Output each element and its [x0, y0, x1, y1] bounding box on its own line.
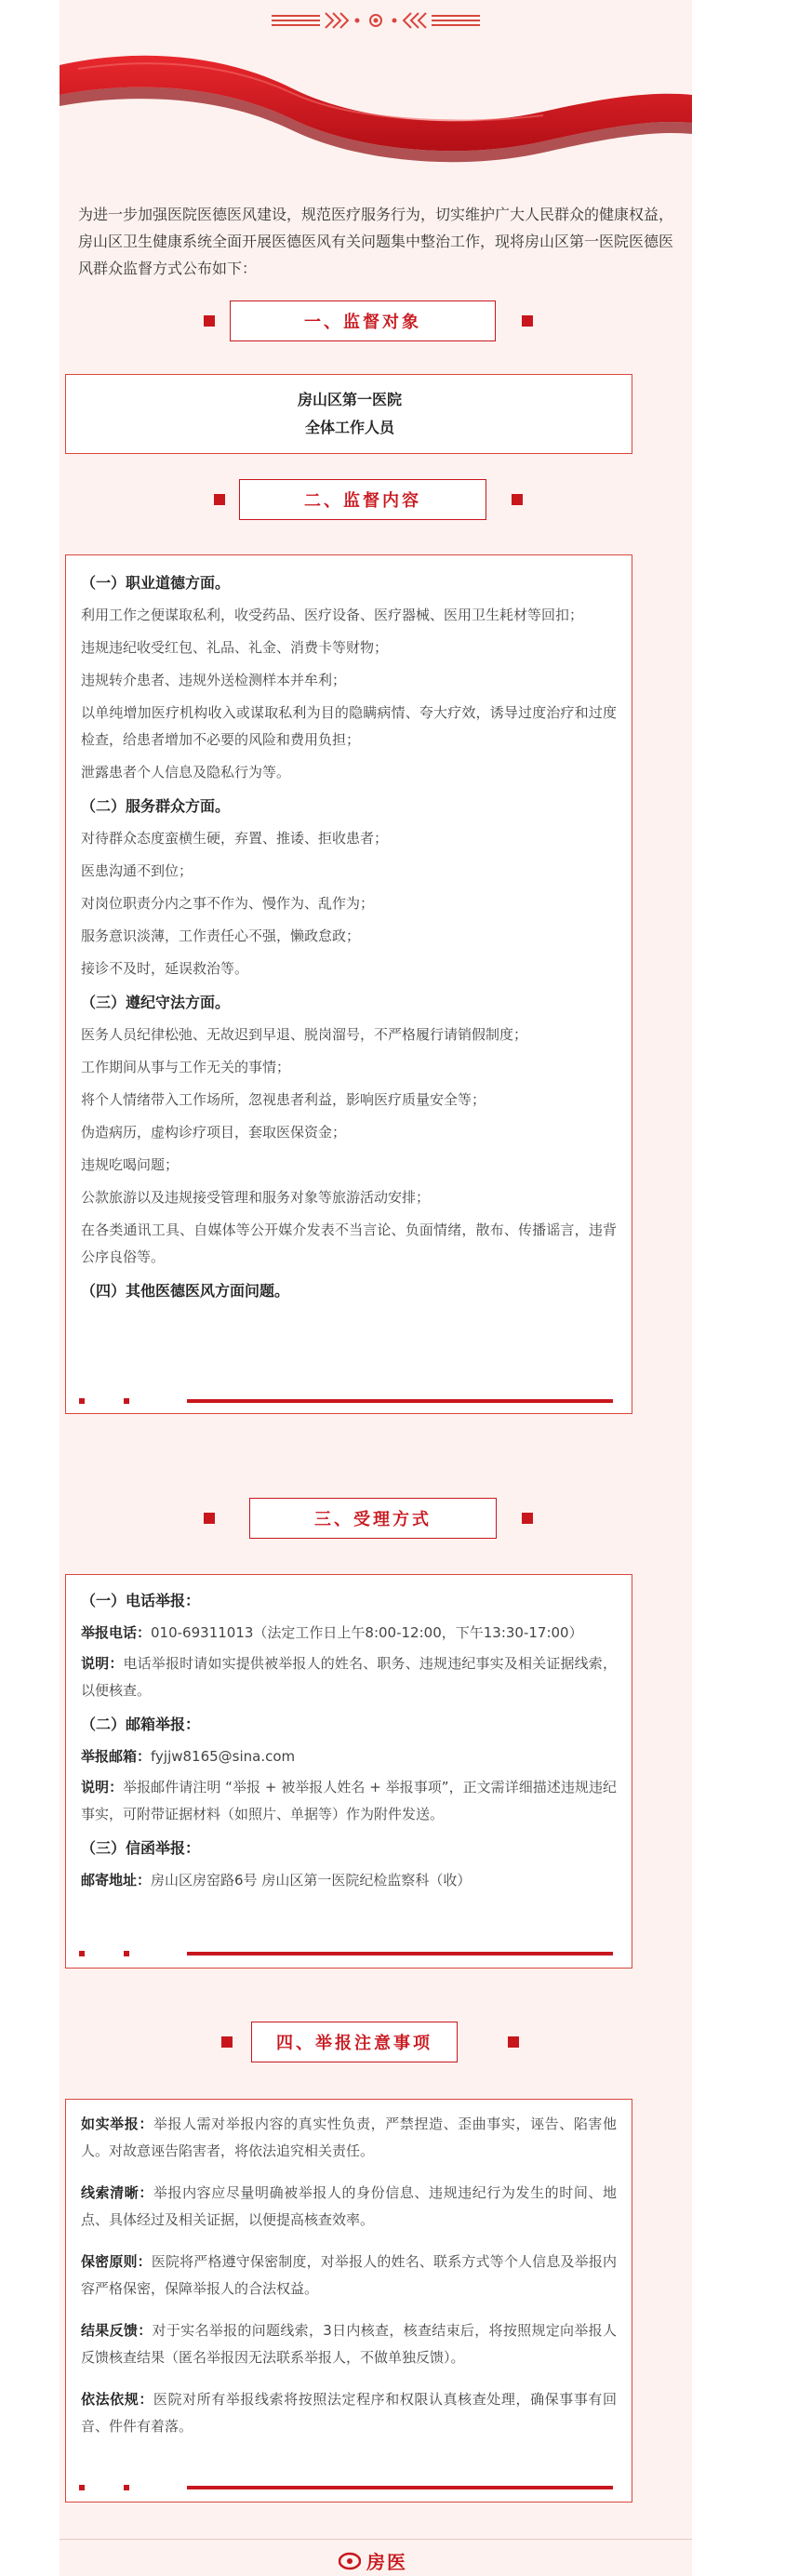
note-item [81, 2180, 617, 2234]
footer-divider [60, 2539, 692, 2540]
square-icon [204, 1513, 215, 1524]
list-item: 利用工作之便谋取私利，收受药品、医疗设备、医疗器械、医用卫生耗材等回扣； [81, 607, 584, 623]
note-text: 对于实名举报的问题线索，3日内核查，核查结束后，将按照规定向举报人反馈核查结果（匿名举报因无法联系举报人，不做单独反馈）。 [81, 2322, 617, 2366]
note-label: 结果反馈： [81, 2322, 153, 2339]
mail-report-title: （二）邮箱举报： [81, 1715, 201, 1733]
phone-value[interactable]: 010-69311013（法定工作日上午8:00-12:00，下午13:30-17:00） [151, 1624, 583, 1641]
list-item: 违规吃喝问题； [81, 1156, 180, 1173]
phone-label: 举报电话： [81, 1624, 152, 1641]
list-item: 违规违纪收受红包、礼品、礼金、消费卡等财物； [81, 639, 389, 656]
note-item [81, 2111, 617, 2165]
note-label: 保密原则： [81, 2253, 152, 2270]
address-value: 房山区房窑路6号 房山区第一医院纪检监察科（收） [151, 1872, 472, 1889]
note-text: 医院对所有举报线索将按照法定程序和权限认真核查处理，确保事事有回音、件件有着落。 [81, 2391, 617, 2435]
note-item [81, 2386, 617, 2440]
section-title-notes: 四、举报注意事项 [251, 2022, 458, 2062]
list-item: 对待群众态度蛮横生硬，弃置、推诿、拒收患者； [81, 830, 389, 847]
square-icon [221, 2036, 233, 2048]
intro-paragraph: 为进一步加强医院医德医风建设，规范医疗服务行为，切实维护广大人民群众的健康权益，房山区卫生健康系统全面开展医德医风有关问题集中整治工作，现将房山区第一医院医德医风群众监督方式公布如下： [78, 206, 674, 277]
list-item: 工作期间从事与工作无关的事情； [81, 1059, 291, 1075]
list-item: 将个人情绪带入工作场所，忽视患者利益，影响医疗质量安全等； [81, 1091, 486, 1108]
section-title-acceptance: 三、受理方式 [249, 1498, 497, 1539]
footer-logo [339, 2547, 407, 2574]
notes-box [65, 2099, 632, 2503]
list-item: 在各类通讯工具、自媒体等公开媒介发表不当言论、负面情绪，散布、传播谣言，违背公序良俗等。 [81, 1221, 617, 1265]
note-text: 医院将严格遵守保密制度，对举报人的姓名、联系方式等个人信息及举报内容严格保密，保障举报人的合法权益。 [81, 2253, 617, 2297]
dot-icon [79, 1398, 85, 1404]
mail-label: 举报邮箱： [81, 1748, 152, 1765]
letter-report-title: （三）信函举报： [81, 1839, 201, 1857]
note-label: 说明： [81, 1655, 124, 1672]
square-icon [512, 494, 523, 505]
square-icon [214, 494, 225, 505]
note-label: 说明： [81, 1779, 124, 1795]
group-title-ethics: （一）职业道德方面。 [81, 574, 231, 592]
box-footer-decoration [66, 1951, 633, 1960]
acceptance-box [65, 1574, 632, 1969]
note-label: 依法依规： [81, 2391, 153, 2408]
list-item: 医务人员纪律松弛、无故迟到早退、脱岗溜号，不严格履行请销假制度； [81, 1026, 528, 1043]
list-item: 公款旅游以及违规接受管理和服务对象等旅游活动安排； [81, 1189, 431, 1206]
note-text: 举报内容应尽量明确被举报人的身份信息、违规违纪行为发生的时间、地点、具体经过及相关证据，以便提高核查效率。 [81, 2184, 617, 2228]
note-item [81, 2249, 617, 2302]
dot-icon [124, 2485, 129, 2490]
phone-note [81, 1650, 617, 1704]
phone-report-title: （一）电话举报： [81, 1592, 201, 1609]
dot-icon [124, 1398, 129, 1404]
letter-line [81, 1867, 617, 1894]
group-title-other: （四）其他医德医风方面问题。 [81, 1282, 290, 1300]
section-header-content [60, 479, 692, 520]
phone-line [81, 1620, 617, 1647]
section-header-notes [60, 2022, 692, 2062]
footer-logo-text: 房医 [366, 2551, 407, 2573]
square-icon [204, 315, 215, 327]
box-footer-decoration [66, 1398, 633, 1408]
header-ornament-icon [60, 9, 692, 32]
mail-value[interactable]: fyjjw8165@sina.com [151, 1748, 296, 1765]
note-text: 电话举报时请如实提供被举报人的姓名、职务、违规违纪事实及相关证据线索，以便核查。 [81, 1655, 617, 1699]
list-item: 泄露患者个人信息及隐私行为等。 [81, 764, 291, 781]
dot-icon [124, 1951, 129, 1956]
section-header-acceptance [60, 1498, 692, 1539]
target-line-1: 房山区第一医院 [297, 391, 402, 408]
article-page [60, 0, 692, 2576]
list-item: 违规转介患者、违规外送检测样本并牟利； [81, 672, 347, 688]
note-text: 举报人需对举报内容的真实性负责，严禁捏造、歪曲事实，诬告、陷害他人。对故意诬告陷害者，将依法追究相关责任。 [81, 2116, 617, 2159]
target-line-2: 全体工作人员 [304, 419, 394, 436]
box-footer-decoration [66, 2485, 633, 2494]
note-label: 线索清晰： [81, 2184, 153, 2201]
list-item: 医患沟通不到位； [81, 862, 193, 879]
red-ribbon-banner [60, 37, 692, 177]
list-item: 接诊不及时，延误救治等。 [81, 960, 249, 977]
dot-icon [79, 1951, 85, 1956]
note-text: 举报邮件请注明 “举报 + 被举报人姓名 + 举报事项”，正文需详细描述违规违纪事实，可附带证据材料（如照片、单据等）作为附件发送。 [81, 1779, 617, 1822]
list-item: 对岗位职责分内之事不作为、慢作为、乱作为； [81, 895, 375, 912]
hospital-logo-icon [339, 2552, 361, 2570]
dot-icon [79, 2485, 85, 2490]
address-label: 邮寄地址： [81, 1872, 152, 1889]
square-icon [522, 315, 533, 327]
supervision-target-box [65, 374, 632, 454]
square-icon [522, 1513, 533, 1524]
group-title-discipline: （三）遵纪守法方面。 [81, 994, 231, 1011]
mail-note [81, 1774, 617, 1828]
group-title-service: （二）服务群众方面。 [81, 797, 231, 815]
mail-line [81, 1743, 617, 1770]
supervision-content-box [65, 554, 632, 1414]
divider [187, 1399, 613, 1403]
divider [187, 2486, 613, 2489]
note-item [81, 2317, 617, 2371]
list-item: 伪造病历，虚构诊疗项目，套取医保资金； [81, 1124, 347, 1141]
section-title-target: 一、监督对象 [230, 300, 496, 341]
list-item: 服务意识淡薄，工作责任心不强，懒政怠政； [81, 928, 361, 944]
list-item: 以单纯增加医疗机构收入或谋取私利为目的隐瞒病情、夸大疗效，诱导过度治疗和过度检查，给患者增加不必要的风险和费用负担； [81, 704, 617, 748]
square-icon [508, 2036, 519, 2048]
note-label: 如实举报： [81, 2116, 153, 2132]
divider [187, 1952, 613, 1955]
section-title-content: 二、监督内容 [239, 479, 486, 520]
section-header-target [60, 300, 692, 341]
